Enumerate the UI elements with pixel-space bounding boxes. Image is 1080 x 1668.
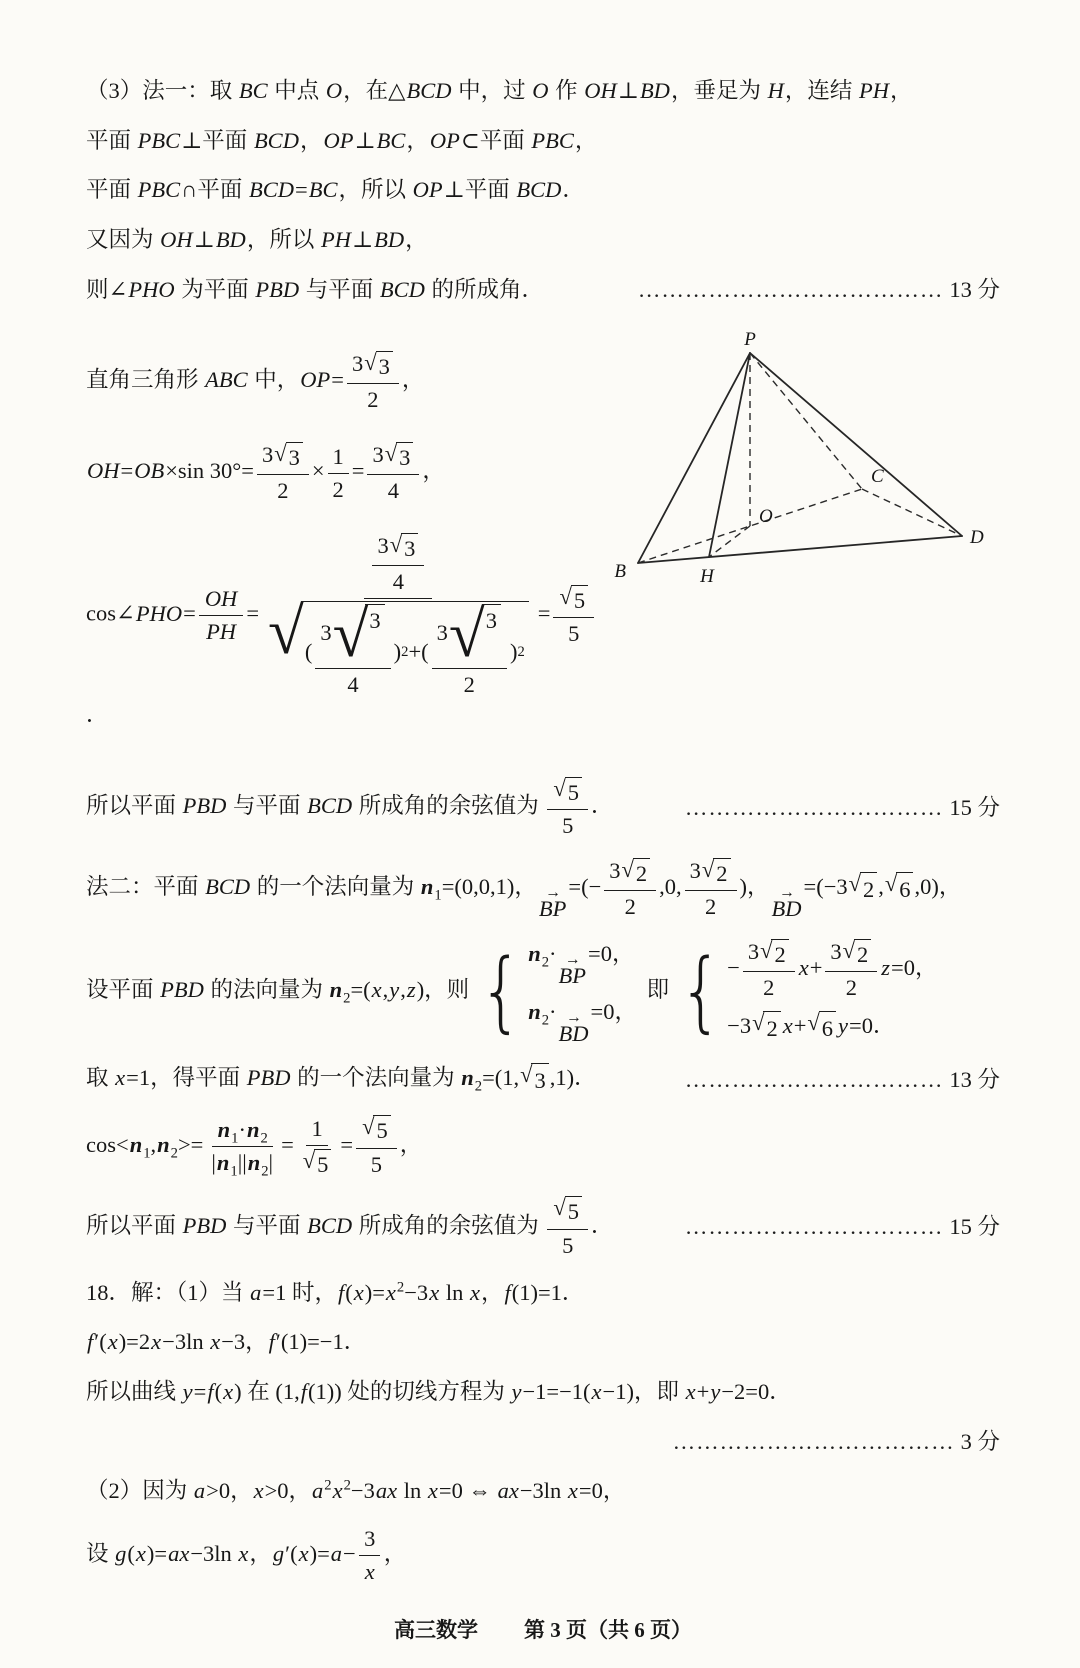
radical: √ 3 <box>364 351 393 381</box>
radical: √ 6 <box>885 872 914 907</box>
solution-line <box>86 1196 1000 1260</box>
radical: √ 3 <box>385 442 414 472</box>
solution-line <box>86 1062 1000 1097</box>
line-text: 平面 PBC⊥平面 BCD，OP⊥BC，OP⊂平面 PBC， <box>86 127 598 153</box>
dotted-leader: …………………………… <box>684 1214 944 1240</box>
dotted-leader: ……………………………… <box>672 1428 955 1454</box>
solution-line <box>86 441 600 505</box>
radical: √ 5 <box>553 1196 582 1226</box>
vector-over-arrow: → BP <box>538 884 567 922</box>
footer-page-number: 第 3 页（共 6 页） <box>524 1618 692 1643</box>
radical: √ 5 <box>553 777 582 807</box>
solution-line <box>86 224 1000 257</box>
edge-pd <box>750 353 962 536</box>
line-text: 18．解：（1）当 a=1 时，$f(x)=x^2-3x$ ln x，f(1)=1． <box>86 1279 585 1305</box>
footer-course: 高三数学 <box>394 1618 478 1643</box>
edge-bd <box>638 536 962 563</box>
solution-line <box>86 938 1000 1045</box>
score-badge: 13 分 <box>949 276 1000 302</box>
vertex-label-c: C <box>871 466 884 488</box>
radical: √ 3 <box>274 442 303 472</box>
radical: √ 3 <box>449 604 501 666</box>
vector-over-arrow: → BD <box>558 1008 589 1046</box>
line-text: $\cos<n_1,n_2>=$ $\frac{n_1\cdot n_2}{|n_1||n_2|}$ = 1 √ 5 = √ 5 5 ， <box>86 1114 423 1180</box>
line-text: 取 x=1，得平面 PBD 的一个法向量为 $n_2=(1$, √ 3 ,1)． <box>86 1062 597 1097</box>
dotted-leader: …………………………… <box>684 1066 944 1092</box>
solution-line <box>86 125 1000 158</box>
segment-ph <box>709 353 750 557</box>
line-text: 所以平面 PBD 与平面 BCD 所成角的余弦值为 √ 5 5 ． <box>86 775 614 838</box>
solution-line <box>86 274 1000 307</box>
solution-line <box>86 1525 1000 1586</box>
solution-line <box>86 174 1000 207</box>
line-text: 直角三角形 ABC 中，OP= 3 √ 3 2 ， <box>86 349 425 413</box>
line-text: （2）因为 a>0，x>0，$a^2x^2-3ax$ ln x=0 ⇔ ax−3ln x=0， <box>86 1477 626 1504</box>
solution-block-middle <box>86 323 1000 759</box>
line-text: 则∠PHO 为平面 PBD 与平面 BCD 的所成角． <box>86 276 545 302</box>
line-text: 平面 PBC∩平面 BCD=BC，所以 OP⊥平面 BCD． <box>86 177 585 203</box>
line-text: 所以曲线 y=f(x) 在 (1,f(1)) 处的切线方程为 y−1=−1(x−1)，即 x+y−2=0． <box>86 1378 792 1404</box>
solution-line <box>86 1326 1000 1359</box>
diagram-dashed-edges <box>638 353 962 563</box>
line-text: 设 g(x)=ax−3ln x，g′(x)=a− $\frac{3}{x}$ ， <box>86 1525 407 1584</box>
vector-over-arrow: → BD <box>771 884 802 922</box>
page-footer <box>86 1614 1000 1644</box>
solution-line <box>86 776 1000 840</box>
line-text: OH=OB×sin 30°= 3 √ 3 2 × $\frac{1}{2}$ = 3 √ 3 4 ， <box>87 440 445 504</box>
radical: √ 3 <box>390 533 419 563</box>
edge-pc <box>750 353 862 489</box>
radical: √ 5 <box>303 1149 332 1179</box>
solution-line <box>86 532 600 732</box>
diagram-labels <box>614 331 984 587</box>
radical: √ 2 <box>843 939 872 969</box>
score-badge: 15 分 <box>949 1214 1000 1240</box>
radical: √ 2 <box>752 1011 781 1046</box>
line-problem18-part1 <box>86 1277 1000 1310</box>
tetrahedron-svg <box>600 331 990 601</box>
edge-cd <box>862 489 962 536</box>
dotted-leader: …………………………… <box>684 794 944 820</box>
line-text: 所以平面 PBD 与平面 BCD 所成角的余弦值为 √ 5 5 ． <box>86 1195 614 1258</box>
radical: √ 6 <box>807 1011 836 1046</box>
solution-line <box>86 1115 1000 1179</box>
diagram-solid-edges <box>638 353 962 563</box>
tetrahedron-figure <box>600 323 1000 606</box>
line-text: 设平面 PBD 的法向量为 $n_2=(x,y,z)$，则 { $n_2\cdot$ → BP =0， $n_2\cdot$ → BD =0， 即 { − 3 √ 2 2 x+ 3 √ 2 2 z=0， −3 √ 2 x+ √ 6 y=0． <box>86 937 938 1046</box>
radical: √ ( 3 √ 3 4 ) 2 +( 3 √ 3 2 ) 2 <box>268 601 529 699</box>
line-method2-normals <box>86 857 1000 921</box>
line-method1-setup <box>86 75 1000 108</box>
line-problem18-part2 <box>86 1475 1000 1508</box>
vertex-label-b: B <box>614 561 626 583</box>
score-badge: 13 分 <box>949 1066 1000 1092</box>
solution-line <box>86 350 600 414</box>
line-text: 法二：平面 BCD 的一个法向量为 $n_1=(0,0,1)$， → BP =(− 3 √ 2 2 ,0, 3 √ 2 2 )， → BD =(−3 √ 2 , √ 6 ,0)， <box>86 856 962 922</box>
vector-over-arrow: → BP <box>558 951 587 989</box>
solution-block-bottom <box>86 776 1000 1586</box>
solution-block-top <box>86 75 1000 306</box>
vertex-label-p: P <box>744 331 756 351</box>
radical: √ 3 <box>333 604 385 666</box>
radical: √ 2 <box>702 858 731 888</box>
radical: √ 5 <box>362 1115 391 1145</box>
line-text: 又因为 OH⊥BD，所以 PH⊥BD， <box>86 226 428 252</box>
radical: √ 2 <box>622 858 651 888</box>
vertex-label-d: D <box>970 527 984 549</box>
line-text: cos∠PHO= $\frac{OH}{PH}$ = 3 √ 3 4 √ ( 3 √ 3 4 ) 2 +( 3 √ 3 2 ) 2 = √ 5 5 ． <box>86 532 600 732</box>
score-badge: 15 分 <box>949 794 1000 820</box>
vertex-label-h: H <box>700 566 714 588</box>
radical: √ 3 <box>520 1063 549 1098</box>
radical: √ 2 <box>849 872 878 907</box>
radical: √ 5 <box>559 585 588 615</box>
solution-line <box>86 1426 1000 1459</box>
solution-line <box>86 1376 1000 1409</box>
system-of-equations: { $n_2\cdot$ → BP =0， $n_2\cdot$ → BD =0， <box>478 940 637 1046</box>
line-text: f′(x)=2x−3ln x−3，f′(1)=−1． <box>87 1329 367 1355</box>
system-of-equations: { − 3 √ 2 2 x+ 3 √ 2 2 z=0， −3 √ 2 x+ √ 6 y=0． <box>679 938 938 1045</box>
formula-column <box>86 323 600 759</box>
vertex-label-o: O <box>759 506 773 528</box>
line-text: （3）法一：取 BC 中点 O，在△BCD 中，过 O 作 OH⊥BD，垂足为 H，连结 PH， <box>86 78 913 103</box>
radical: √ 2 <box>760 939 789 969</box>
dotted-leader: ………………………………… <box>637 276 944 302</box>
score-badge: 3 分 <box>960 1428 1000 1454</box>
